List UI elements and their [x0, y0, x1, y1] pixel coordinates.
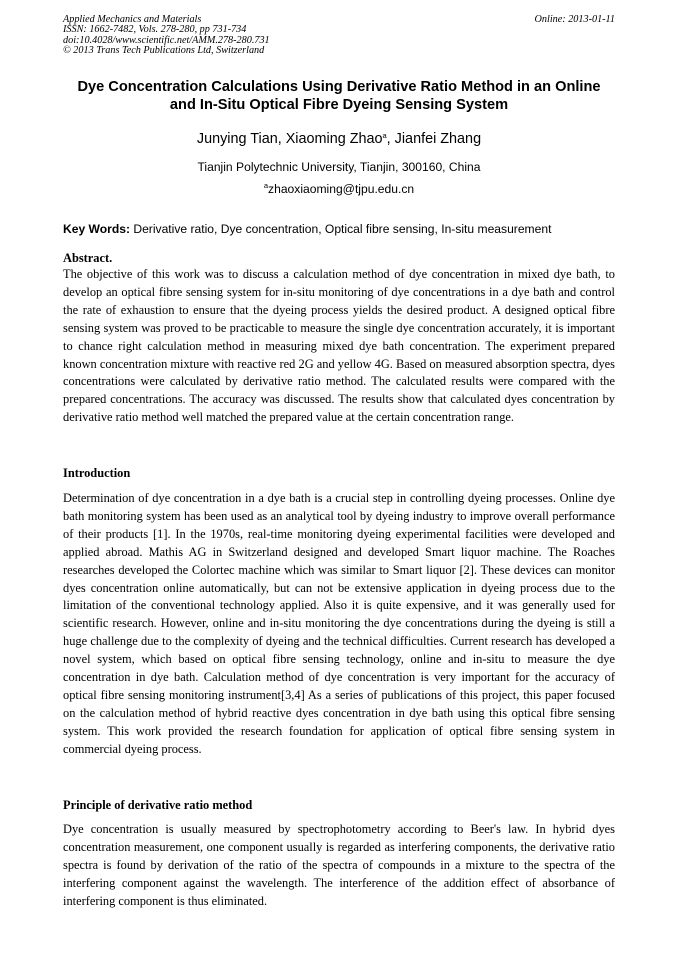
paper-title: Dye Concentration Calculations Using Derivative Ratio Method in an Online and In-Situ Optical Fibre Dyeing Sensing System [77, 79, 601, 113]
email-address: zhaoxiaoming@tjpu.edu.cn [268, 182, 415, 196]
abstract-text: The objective of this work was to discuss a calculation method of dye concentration in mixed dye bath, to develop an optical fibre sensing system for in-situ monitoring of dye concentrations in a dye bath and control the rate of exhaustion to ensure that the dyeing process yields the desired product. A designed optical fibre sensing system was proved to be practicable to measure the single dye concentration accurately, it is important to chance right calculation method in measuring mixed dye bath concentration. The experiment prepared known concentration mixture with reactive red 2G and yellow 4G. Based on measured absorption spectra, dyes concentrations were calculated by derivative ratio method. The calculated results were compared with the prepared concentrations. The accuracy was discussed. The results show that calculated dyes concentration by derivative ratio method well matched the prepared value at the certain concentration range. [63, 267, 615, 425]
online-date: Online: 2013-01-11 [534, 14, 615, 25]
affiliation: Tianjin Polytechnic University, Tianjin, 300160, China [197, 160, 481, 174]
issn-line: ISSN: 1662-7482, Vols. 278-280, pp 731-734 [63, 24, 247, 36]
principle-heading: Principle of derivative ratio method [63, 798, 253, 812]
keywords-label: Key Words: [63, 222, 130, 236]
doi-line: doi:10.4028/www.scientific.net/AMM.278-280.731 [63, 34, 270, 46]
author-superscript: a [382, 131, 387, 140]
running-header [63, 15, 615, 57]
copyright-line: © 2013 Trans Tech Publications Ltd, Switzerland [63, 45, 265, 57]
author-list [63, 131, 615, 147]
keywords [63, 222, 615, 236]
authors-main: Junying Tian, Xiaoming Zhao [196, 131, 383, 147]
author-email [63, 182, 615, 196]
introduction-heading: Introduction [63, 466, 131, 480]
email-superscript: a [263, 181, 269, 190]
introduction-text: Determination of dye concentration in a dye bath is a crucial step in controlling dyeing processes. Online dye bath monitoring system has been used as an analytical tool by dyeing industry to improve overall performance of their products [1]. In the 1970s, real-time monitoring dyeing experimental facilities were developed and applied abroad. Mathis AG in Switzerland designed and developed Smart liquor machine. The Roaches researches developed the Colortec machine which was similar to Smart liquor [2]. These devices can monitor dyes concentration online automatically, but can not be extensive application in dyeing process due to the limitation of the conventional technology applied. Also it is quite expensive, and it was generally used for scientific research. However, online and in-situ monitoring the dye concentrations during the dyeing is still a huge challenge due to the complexity of dyeing and the technical difficulties. Current research has developed a novel system, which based on optical fibre sensing technology, online and in-situ to measure the dye concentration in dye bath. Calculation method of dye concentration is very important for the accuracy of optical fibre sensing monitoring instrument[3,4] As a series of publications of this project, this paper focused on the calculation method of hybrid reactive dyes concentration in dye bath using this optical fibre sensing system. This work provided the research foundation for application of optical fibre sensing system in commercial dyeing process. [63, 491, 615, 756]
principle-text: Dye concentration is usually measured by spectrophotometry according to Beer's law. In hybrid dyes concentration measurement, one component usually is regarded as interfering components, the derivative ratio spectra is found by derivation of the ratio of the spectra of compounds in a mixture to the spectra of the interfering component against the wavelength. The interference of the addition effect of absorbance of interfering component is thus eliminated. [63, 822, 615, 908]
keywords-text: Derivative ratio, Dye concentration, Optical fibre sensing, In-situ measurement [129, 222, 552, 236]
journal-name: Applied Mechanics and Materials [63, 14, 202, 25]
abstract-heading: Abstract. [63, 251, 113, 265]
authors-rest: , Jianfei Zhang [386, 131, 482, 147]
